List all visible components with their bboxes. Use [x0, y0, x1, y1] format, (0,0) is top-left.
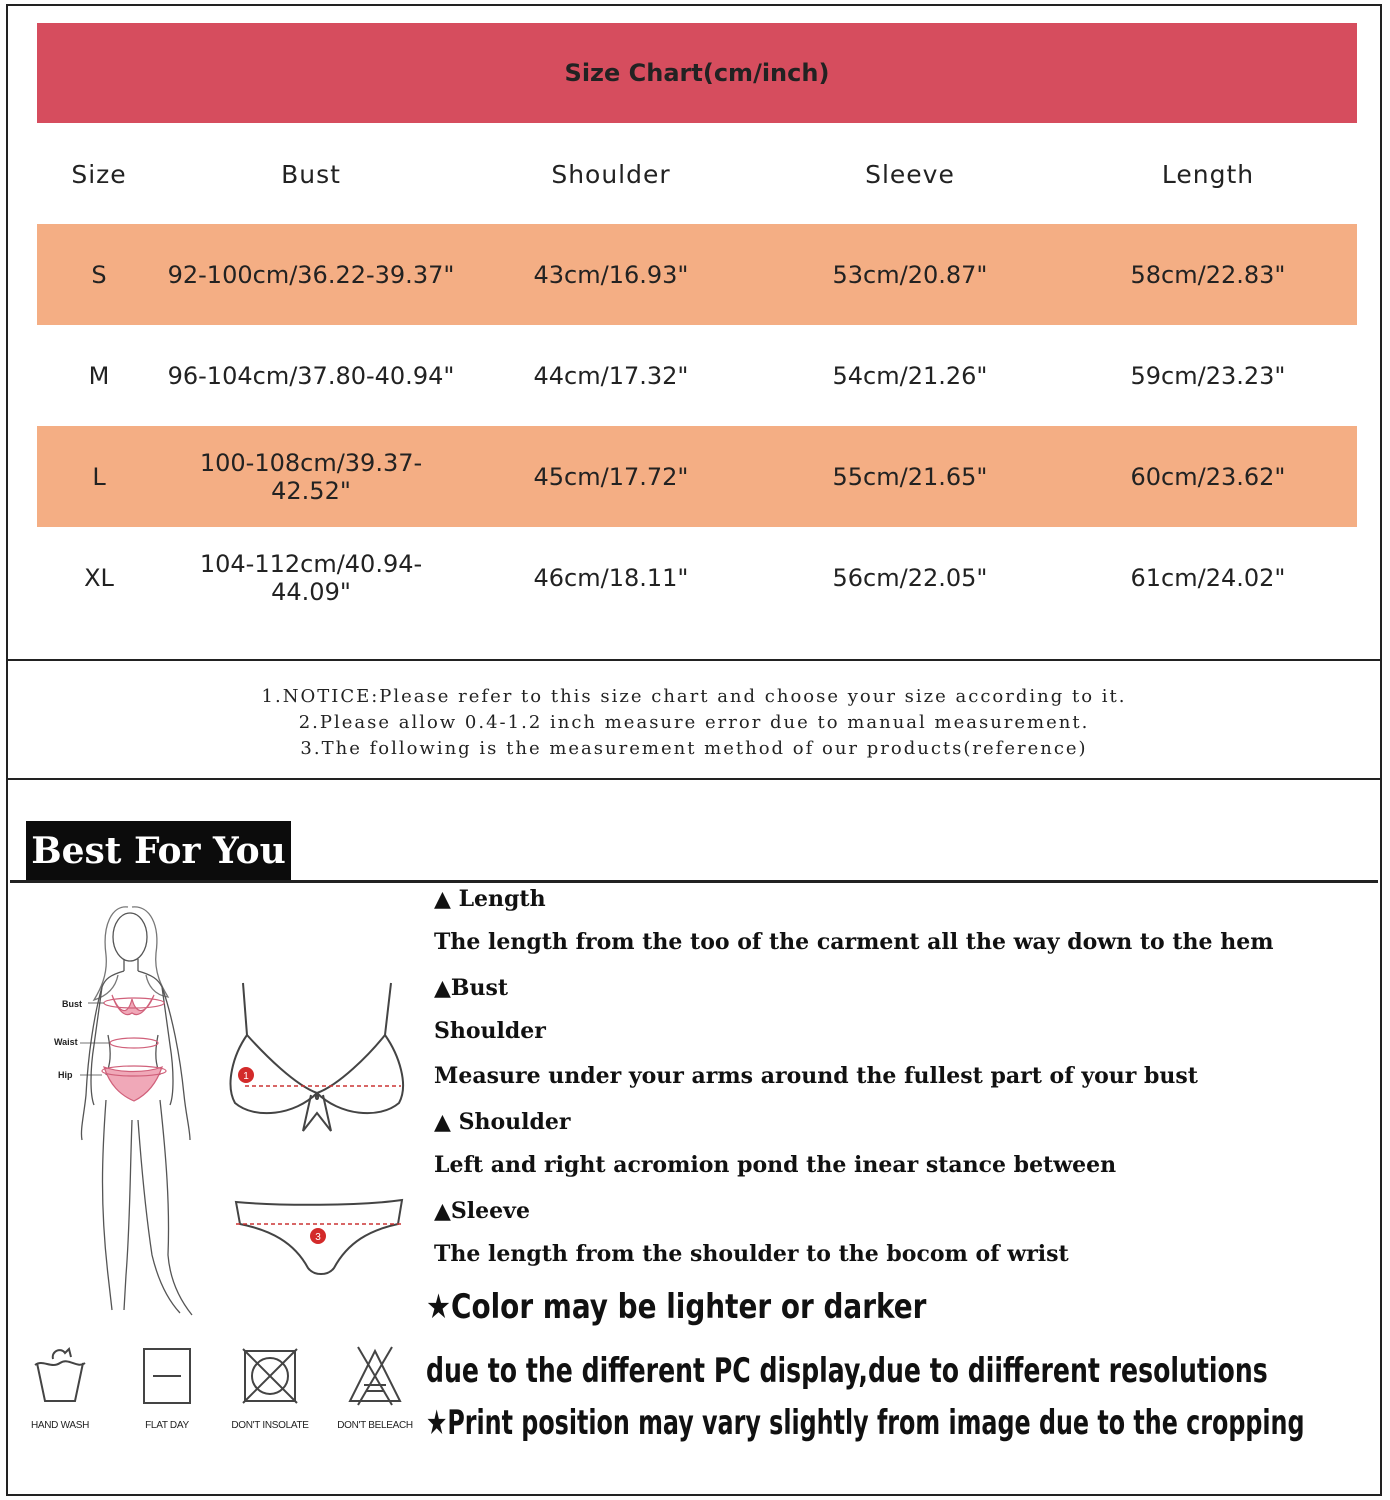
notice-line-2: 2.Please allow 0.4-1.2 inch measure error due to manual measurement. — [298, 712, 1090, 733]
size-cell: S — [91, 260, 107, 289]
care-hand-wash — [15, 1345, 105, 1431]
sleeve-cell: 53cm/20.87" — [832, 260, 988, 289]
svg-text:3: 3 — [315, 1232, 321, 1243]
care-no-sun — [225, 1345, 315, 1431]
note-color: ★Color may be lighter or darker — [426, 1287, 927, 1327]
figure-label-bust: Bust — [62, 999, 82, 1009]
divider — [6, 659, 1382, 661]
shoulder-cell: 43cm/16.93" — [533, 260, 689, 289]
size-cell: XL — [84, 563, 114, 592]
bust-cell: 96-104cm/37.80-40.94" — [167, 361, 455, 390]
guide-text-bust: Measure under your arms around the fullest part of your bust — [434, 1063, 1198, 1089]
shoulder-cell: 45cm/17.72" — [533, 462, 689, 491]
length-cell: 59cm/23.23" — [1130, 361, 1286, 390]
guide-text-shoulder-label: Shoulder — [434, 1018, 546, 1044]
size-row-m — [37, 325, 1357, 426]
guide-text-shoulder: Left and right acromion pond the inear stance between — [434, 1152, 1117, 1178]
care-label-flat-dry: FLAT DAY — [145, 1420, 189, 1431]
notice-line-1: 1.NOTICE:Please refer to this size chart and choose your size according to it. — [261, 686, 1127, 707]
badge-underline — [10, 880, 1378, 883]
best-for-you-badge: Best For You — [26, 821, 291, 881]
divider — [6, 778, 1382, 780]
guide-heading-length: ▲ Length — [434, 886, 546, 912]
bikini-bottom-diagram — [230, 1192, 410, 1282]
bust-cell: 100-108cm/39.37-42.52" — [199, 448, 423, 505]
note-display: due to the different PC display,due to diifferent resolutions — [426, 1351, 1268, 1391]
sleeve-cell: 54cm/21.26" — [832, 361, 988, 390]
size-chart-header-row — [37, 124, 1357, 225]
size-cell: M — [88, 361, 110, 390]
care-label-no-sun: DON'T INSOLATE — [231, 1420, 309, 1431]
model-figure-illustration — [50, 895, 220, 1325]
note-print-position: ★Print position may vary slightly from image due to the cropping — [426, 1403, 1305, 1443]
care-flat-dry — [122, 1345, 212, 1431]
figure-label-waist: Waist — [54, 1037, 78, 1047]
column-header-shoulder: Shoulder — [551, 160, 671, 189]
length-cell: 60cm/23.62" — [1130, 462, 1286, 491]
size-row-s — [37, 224, 1357, 325]
size-cell: L — [92, 462, 106, 491]
hand-wash-icon — [31, 1345, 89, 1407]
guide-text-length: The length from the too of the carment all the way down to the hem — [434, 929, 1274, 955]
guide-text-sleeve: The length from the shoulder to the bocom of wrist — [434, 1241, 1069, 1267]
size-row-l — [37, 426, 1357, 527]
size-row-xl — [37, 527, 1357, 628]
notice-line-3: 3.The following is the measurement method of our products(reference) — [300, 738, 1088, 759]
column-header-sleeve: Sleeve — [865, 160, 955, 189]
bust-cell: 92-100cm/36.22-39.37" — [167, 260, 455, 289]
size-chart-title: Size Chart(cm/inch) — [37, 23, 1357, 123]
bikini-top-diagram — [225, 975, 415, 1140]
sleeve-cell: 56cm/22.05" — [832, 563, 988, 592]
no-sun-icon — [239, 1345, 301, 1407]
guide-heading-shoulder: ▲ Shoulder — [434, 1109, 571, 1135]
shoulder-cell: 46cm/18.11" — [533, 563, 689, 592]
shoulder-cell: 44cm/17.32" — [533, 361, 689, 390]
svg-text:1: 1 — [243, 1071, 249, 1082]
length-cell: 58cm/22.83" — [1130, 260, 1286, 289]
column-header-length: Length — [1161, 160, 1255, 189]
column-header-size: Size — [71, 160, 127, 189]
length-cell: 61cm/24.02" — [1130, 563, 1286, 592]
no-bleach-icon — [344, 1345, 406, 1407]
figure-label-hip: Hip — [58, 1070, 73, 1080]
notice-block — [6, 684, 1382, 762]
flat-dry-icon — [141, 1345, 193, 1407]
guide-heading-sleeve: ▲Sleeve — [434, 1198, 530, 1224]
sleeve-cell: 55cm/21.65" — [832, 462, 988, 491]
bust-cell: 104-112cm/40.94-44.09" — [199, 549, 423, 606]
column-header-bust: Bust — [281, 160, 341, 189]
care-label-hand-wash: HAND WASH — [30, 1420, 90, 1431]
care-label-no-bleach: DON'T BELEACH — [337, 1420, 413, 1431]
care-no-bleach — [330, 1345, 420, 1431]
guide-heading-bust: ▲Bust — [434, 975, 509, 1001]
